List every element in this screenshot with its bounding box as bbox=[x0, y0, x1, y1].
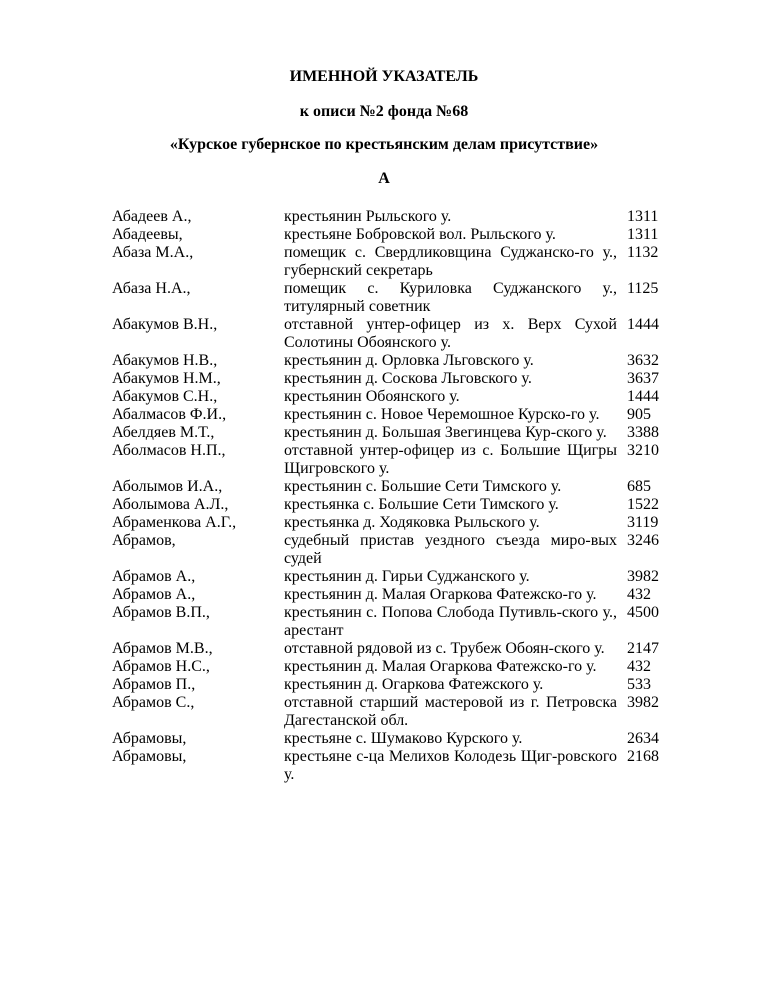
entry-file-number: 2147 bbox=[627, 640, 659, 657]
index-entry bbox=[112, 208, 668, 226]
index-entry bbox=[112, 676, 668, 694]
entry-file-number: 432 bbox=[627, 658, 651, 675]
entry-file-number: 2168 bbox=[627, 748, 659, 765]
entry-file-number: 1132 bbox=[627, 244, 659, 261]
entry-description: помещик с. Куриловка Суджанского у., титулярный советник bbox=[284, 280, 617, 315]
entry-name: Абраменкова А.Г., bbox=[112, 514, 237, 531]
page-title: ИМЕННОЙ УКАЗАТЕЛЬ bbox=[289, 68, 479, 85]
entry-file-number: 1311 bbox=[627, 208, 659, 225]
entry-file-number: 3210 bbox=[627, 442, 659, 459]
entry-name: Абрамовы, bbox=[112, 730, 187, 747]
entry-description: крестьянин д. Соскова Льговского у. bbox=[284, 370, 532, 387]
fund-name: «Курское губернское по крестьянским делам присутствие» bbox=[169, 136, 599, 153]
index-entry bbox=[112, 316, 668, 352]
entry-file-number: 905 bbox=[627, 406, 651, 423]
entry-name: Абадеевы, bbox=[112, 226, 183, 243]
entry-name: Абакумов Н.М., bbox=[112, 370, 221, 387]
name-index-list bbox=[112, 208, 668, 784]
entry-name: Аболымов И.А., bbox=[112, 478, 223, 495]
entry-description: отставной унтер-офицер из с. Большие Щигры Щигровского у. bbox=[284, 442, 617, 477]
entry-name: Абрамов, bbox=[112, 532, 176, 549]
entry-file-number: 3388 bbox=[627, 424, 659, 441]
entry-file-number: 3119 bbox=[627, 514, 659, 531]
entry-file-number: 1444 bbox=[627, 316, 659, 333]
entry-description: крестьяне с-ца Мелихов Колодезь Щиг-ровского у. bbox=[284, 748, 617, 783]
entry-name: Абрамов А., bbox=[112, 568, 196, 585]
index-entry bbox=[112, 424, 668, 442]
entry-name: Абрамов Н.С., bbox=[112, 658, 210, 675]
index-entry bbox=[112, 568, 668, 586]
entry-description: крестьянин с. Попова Слобода Путивль-ского у., арестант bbox=[284, 604, 617, 639]
page-subtitle: к описи №2 фонда №68 bbox=[299, 103, 469, 120]
entry-name: Абалмасов Ф.И., bbox=[112, 406, 227, 423]
entry-description: крестьяне Бобровской вол. Рыльского у. bbox=[284, 226, 556, 243]
index-entry bbox=[112, 586, 668, 604]
index-entry bbox=[112, 640, 668, 658]
entry-file-number: 1125 bbox=[627, 280, 659, 297]
index-entry bbox=[112, 604, 668, 640]
index-entry bbox=[112, 532, 668, 568]
entry-name: Абакумов Н.В., bbox=[112, 352, 218, 369]
entry-description: крестьянин с. Новое Черемошное Курско-го у. bbox=[284, 406, 600, 423]
entry-name: Абаза Н.А., bbox=[112, 280, 191, 297]
entry-description: судебный пристав уездного съезда миро-вых судей bbox=[284, 532, 617, 567]
entry-name: Аболмасов Н.П., bbox=[112, 442, 226, 459]
entry-name: Абрамов А., bbox=[112, 586, 196, 603]
index-entry bbox=[112, 280, 668, 316]
entry-description: отставной рядовой из с. Трубеж Обоян-ского у. bbox=[284, 640, 605, 657]
index-entry bbox=[112, 370, 668, 388]
index-entry bbox=[112, 388, 668, 406]
entry-description: крестьянин Рыльского у. bbox=[284, 208, 452, 225]
entry-description: крестьянин д. Малая Огаркова Фатежско-го у. bbox=[284, 586, 597, 603]
entry-description: помещик с. Свердликовщина Суджанско-го у., губернский секретарь bbox=[284, 244, 617, 279]
entry-name: Абаза М.А., bbox=[112, 244, 194, 261]
index-entry bbox=[112, 748, 668, 784]
entry-description: крестьянин д. Малая Огаркова Фатежско-го у. bbox=[284, 658, 597, 675]
entry-description: крестьянин Обоянского у. bbox=[284, 388, 460, 405]
entry-file-number: 1444 bbox=[627, 388, 659, 405]
entry-file-number: 4500 bbox=[627, 604, 659, 621]
entry-description: крестьянин д. Большая Звегинцева Кур-ского у. bbox=[284, 424, 607, 441]
entry-description: отставной унтер-офицер из х. Верх Сухой Солотины Обоянского у. bbox=[284, 316, 617, 351]
entry-file-number: 3637 bbox=[627, 370, 659, 387]
index-entry bbox=[112, 730, 668, 748]
entry-name: Абрамов М.В., bbox=[112, 640, 213, 657]
index-entry bbox=[112, 406, 668, 424]
entry-name: Абрамов В.П., bbox=[112, 604, 210, 621]
entry-description: крестьянин д. Орловка Льговского у. bbox=[284, 352, 534, 369]
entry-name: Абрамов С., bbox=[112, 694, 195, 711]
entry-description: крестьяне с. Шумаково Курского у. bbox=[284, 730, 523, 747]
index-entry bbox=[112, 496, 668, 514]
entry-file-number: 3982 bbox=[627, 568, 659, 585]
entry-name: Аболымова А.Л., bbox=[112, 496, 229, 513]
entry-description: крестьянин д. Огаркова Фатежского у. bbox=[284, 676, 544, 693]
index-entry bbox=[112, 478, 668, 496]
index-entry bbox=[112, 442, 668, 478]
entry-file-number: 1522 bbox=[627, 496, 659, 513]
entry-name: Абрамов П., bbox=[112, 676, 196, 693]
entry-file-number: 3246 bbox=[627, 532, 659, 549]
entry-file-number: 1311 bbox=[627, 226, 659, 243]
entry-description: крестьянин с. Большие Сети Тимского у. bbox=[284, 478, 562, 495]
entry-description: крестьянка с. Большие Сети Тимского у. bbox=[284, 496, 559, 513]
index-entry bbox=[112, 658, 668, 676]
index-entry bbox=[112, 514, 668, 532]
entry-file-number: 533 bbox=[627, 676, 651, 693]
entry-name: Абадеев А., bbox=[112, 208, 192, 225]
entry-file-number: 3632 bbox=[627, 352, 659, 369]
letter-heading: А bbox=[378, 170, 390, 187]
entry-name: Абакумов В.Н., bbox=[112, 316, 218, 333]
entry-description: крестьянин д. Гирьи Суджанского у. bbox=[284, 568, 530, 585]
index-entry bbox=[112, 694, 668, 730]
entry-file-number: 685 bbox=[627, 478, 651, 495]
entry-file-number: 432 bbox=[627, 586, 651, 603]
entry-name: Абакумов С.Н., bbox=[112, 388, 218, 405]
entry-name: Абелдяев М.Т., bbox=[112, 424, 215, 441]
entry-file-number: 3982 bbox=[627, 694, 659, 711]
entry-name: Абрамовы, bbox=[112, 748, 187, 765]
index-entry bbox=[112, 352, 668, 370]
index-entry bbox=[112, 226, 668, 244]
index-entry bbox=[112, 244, 668, 280]
entry-file-number: 2634 bbox=[627, 730, 659, 747]
entry-description: крестьянка д. Ходяковка Рыльского у. bbox=[284, 514, 540, 531]
entry-description: отставной старший мастеровой из г. Петровска Дагестанской обл. bbox=[284, 694, 617, 729]
